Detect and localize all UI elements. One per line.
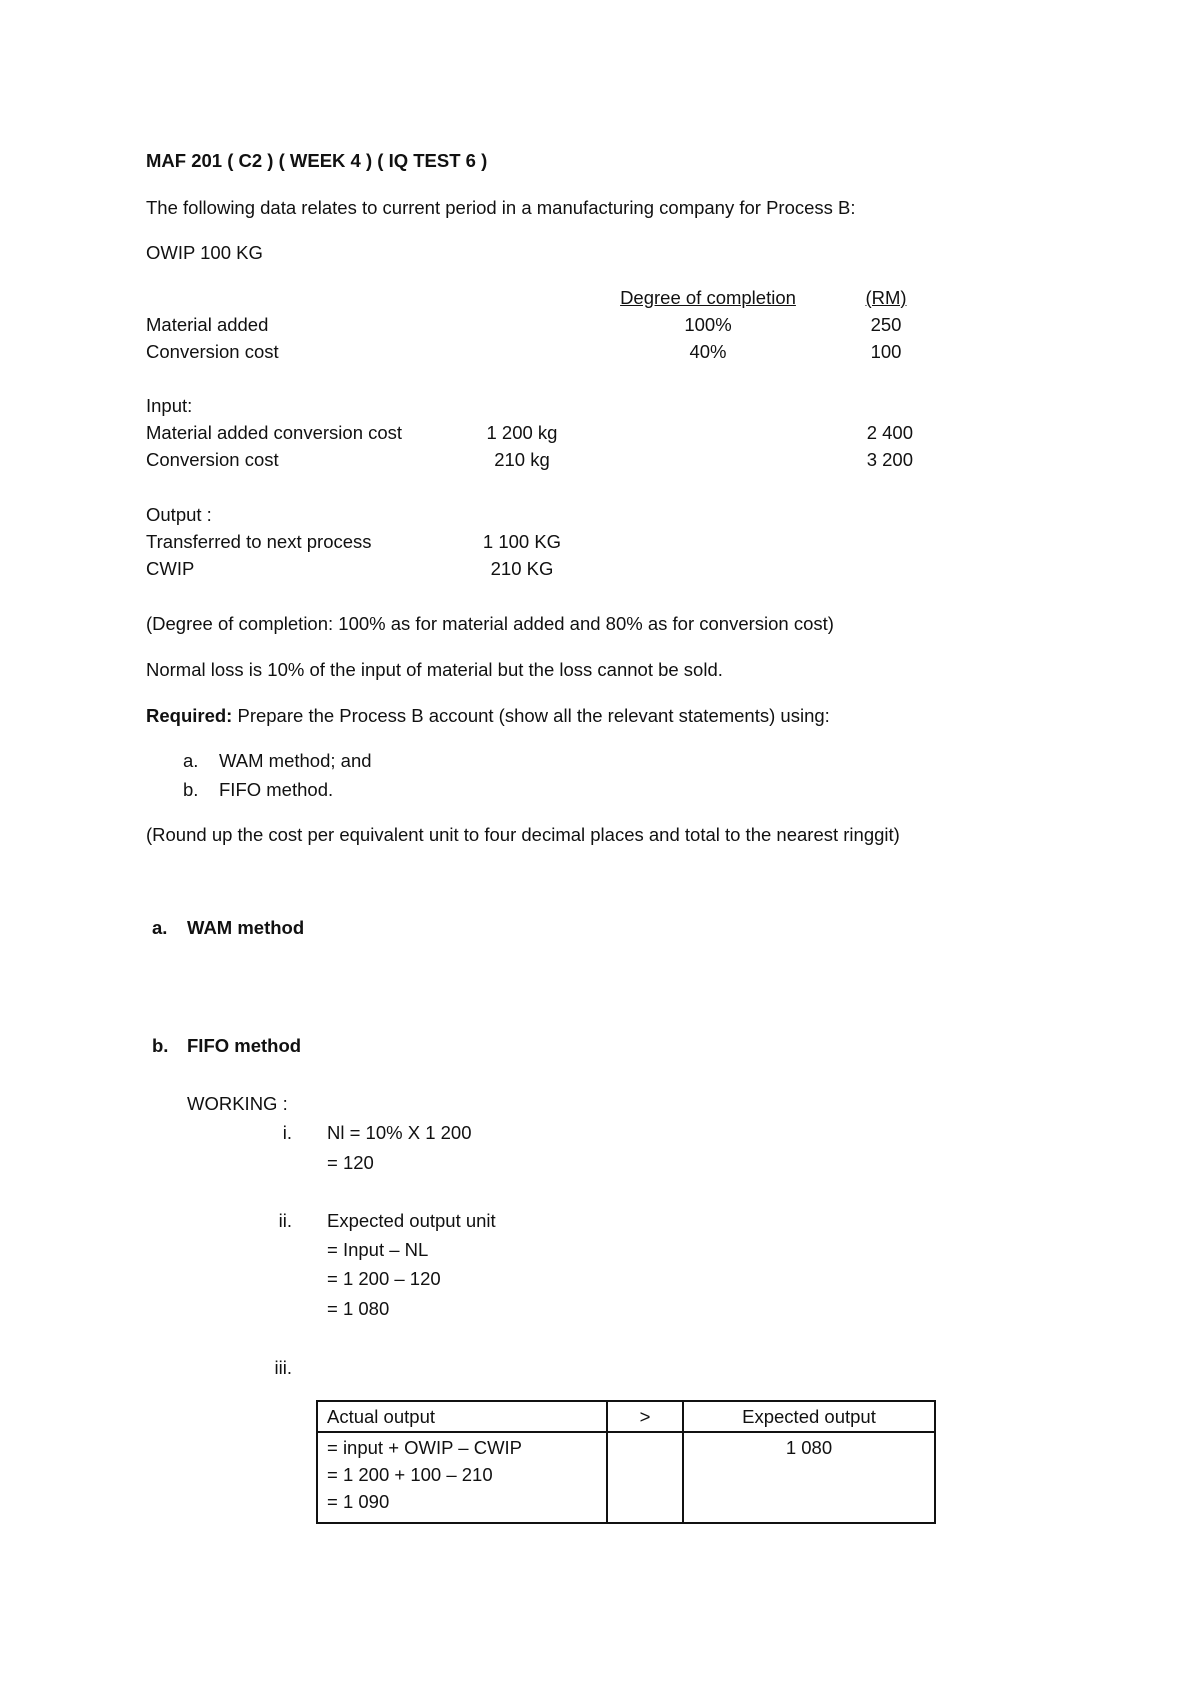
greater-than-header: > xyxy=(607,1401,683,1432)
table-cell-line: = 1 090 xyxy=(327,1491,390,1513)
rounding-note: (Round up the cost per equivalent unit to four decimal places and total to the nearest ringgit) xyxy=(146,824,900,845)
required-item-text: WAM method; and xyxy=(219,750,372,771)
working-line: = 1 200 – 120 xyxy=(327,1268,441,1289)
working-line: Nl = 10% X 1 200 xyxy=(327,1122,472,1143)
working-line: = 120 xyxy=(327,1152,374,1173)
required-label: Required: xyxy=(146,705,233,726)
working-iii-marker: iii. xyxy=(274,1357,292,1378)
required-line xyxy=(146,707,830,726)
expected-output-cell: 1 080 xyxy=(683,1432,935,1523)
empty-cell xyxy=(607,1432,683,1523)
input-heading: Input: xyxy=(146,395,193,416)
required-text: Prepare the Process B account (show all the relevant statements) using: xyxy=(232,705,830,726)
output-row-label: CWIP xyxy=(146,558,195,579)
input-row-qty: 210 kg xyxy=(494,449,550,470)
required-item-marker: a. xyxy=(183,750,199,771)
page-title: MAF 201 ( C2 ) ( WEEK 4 ) ( IQ TEST 6 ) xyxy=(146,150,488,171)
output-heading: Output : xyxy=(146,504,212,525)
input-row-rm: 3 200 xyxy=(866,449,913,470)
input-row-label: Conversion cost xyxy=(146,449,279,470)
input-row-qty: 1 200 kg xyxy=(486,422,558,443)
working-heading: WORKING : xyxy=(187,1093,288,1114)
owip-row-rm: 250 xyxy=(870,314,902,335)
section-a-marker: a. xyxy=(152,917,168,938)
table-cell-line: = input + OWIP – CWIP xyxy=(327,1437,523,1459)
actual-output-header: Actual output xyxy=(317,1401,607,1432)
owip-row-degree: 100% xyxy=(684,314,732,335)
section-a-title: WAM method xyxy=(187,917,305,938)
output-row-label: Transferred to next process xyxy=(146,531,372,552)
section-b-marker: b. xyxy=(152,1035,169,1056)
actual-output-cell xyxy=(317,1432,607,1523)
working-i-marker: i. xyxy=(282,1122,292,1143)
owip-text: OWIP 100 KG xyxy=(146,242,263,263)
table-row xyxy=(317,1432,935,1523)
required-item-text: FIFO method. xyxy=(219,779,334,800)
input-row-rm: 2 400 xyxy=(866,422,913,443)
normal-loss-note: Normal loss is 10% of the input of material but the loss cannot be sold. xyxy=(146,659,723,680)
comparison-table xyxy=(316,1400,936,1524)
working-line: = Input – NL xyxy=(327,1239,429,1260)
intro-text: The following data relates to current period in a manufacturing company for Process B: xyxy=(146,197,856,218)
working-ii-marker: ii. xyxy=(278,1210,292,1231)
output-row-qty: 1 100 KG xyxy=(482,531,562,552)
degree-note: (Degree of completion: 100% as for material added and 80% as for conversion cost) xyxy=(146,613,834,634)
owip-row-rm: 100 xyxy=(870,341,902,362)
working-line: = 1 080 xyxy=(327,1298,390,1319)
section-b-title: FIFO method xyxy=(187,1035,302,1056)
expected-output-header: Expected output xyxy=(683,1401,935,1432)
degree-of-completion-header: Degree of completion xyxy=(620,287,796,308)
owip-row-label: Material added xyxy=(146,314,269,335)
rm-header: (RM) xyxy=(865,287,907,308)
table-cell-line: = 1 200 + 100 – 210 xyxy=(327,1464,493,1486)
output-row-qty: 210 KG xyxy=(490,558,554,579)
input-row-label: Material added conversion cost xyxy=(146,422,403,443)
owip-row-label: Conversion cost xyxy=(146,341,279,362)
required-item-marker: b. xyxy=(183,779,199,800)
owip-row-degree: 40% xyxy=(689,341,727,362)
table-header-row xyxy=(317,1401,935,1432)
working-line: Expected output unit xyxy=(327,1210,496,1231)
